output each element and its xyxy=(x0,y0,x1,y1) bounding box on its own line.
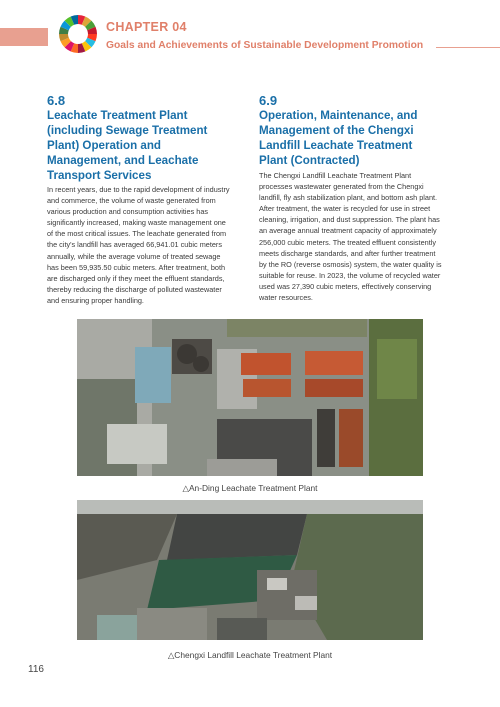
chengxi-landfill-photo xyxy=(77,500,423,640)
section-title-6-9 xyxy=(259,108,459,168)
body-line: processes wastewater generated from the Chengxi xyxy=(259,182,424,192)
section-number-6-9: 6.9 xyxy=(259,93,278,108)
photo-caption-an-ding: △An-Ding Leachate Treatment Plant xyxy=(182,483,318,493)
title-line: Leachate Treatment Plant xyxy=(47,109,188,122)
header-divider xyxy=(436,47,500,48)
body-line: significantly increased, making waste management one xyxy=(47,218,226,228)
section-body-6-8 xyxy=(47,184,243,306)
chapter-subtitle: Goals and Achievements of Sustainable Development Promotion xyxy=(106,40,424,51)
title-line: Plant (Contracted) xyxy=(259,154,360,167)
title-line: Management of the Chengxi xyxy=(259,124,414,137)
title-line: (including Sewage Treatment xyxy=(47,124,208,137)
body-line: has been 59,935.50 cubic meters. After treatment, both xyxy=(47,262,226,272)
body-line: by the RO (reverse osmosis) system, the water quality is xyxy=(259,259,442,269)
body-line: The Chengxi Landfill Leachate Treatment Plant xyxy=(259,171,412,180)
title-line: Operation, Maintenance, and xyxy=(259,109,418,122)
body-line: used was 27,390 cubic meters, effectively conserving xyxy=(259,281,432,291)
body-line: After treatment, the water is recycled for use in street xyxy=(259,204,431,214)
body-line: and ensuring proper handling. xyxy=(47,295,144,305)
chapter-label: CHAPTER 04 xyxy=(106,20,187,34)
body-line: In recent years, due to the rapid development of industry xyxy=(47,185,230,194)
body-line: and commerce, the volume of waste generated from xyxy=(47,196,216,206)
section-title-6-8 xyxy=(47,108,237,183)
body-line: meets discharge standards, and after further treatment xyxy=(259,248,436,258)
sdg-wheel-icon xyxy=(58,14,98,54)
body-line: of the most critical issues. The leachate generated from xyxy=(47,229,227,239)
body-line: annually, while the average volume of treated sewage xyxy=(47,251,221,261)
body-line: the city's landfill has averaged 66,941.01 cubic meters xyxy=(47,240,222,250)
body-line: are discharged only if they meet the effluent standards, xyxy=(47,273,225,283)
body-line: thereby reducing the discharge of polluted wastewater xyxy=(47,284,222,294)
body-line: 256,000 cubic meters. The treated effluent consistently xyxy=(259,237,436,247)
title-line: Management, and Leachate xyxy=(47,154,199,167)
title-line: Landfill Leachate Treatment xyxy=(259,139,413,152)
header-accent-bar xyxy=(0,28,48,46)
body-line: suitable for reuse. In 2023, the volume of recycled water xyxy=(259,270,441,280)
section-number-6-8: 6.8 xyxy=(47,93,66,108)
body-line: landfill, fly ash stabilization plant, and bottom ash plant. xyxy=(259,193,438,203)
body-line: various production and consumption activities has xyxy=(47,207,209,217)
page-number: 116 xyxy=(28,664,44,675)
an-ding-plant-photo xyxy=(77,319,423,476)
section-body-6-9 xyxy=(259,170,455,303)
body-line: water resources. xyxy=(259,293,313,303)
photo-caption-chengxi: △Chengxi Landfill Leachate Treatment Plant xyxy=(167,650,333,660)
body-line: cleaning, irrigation, and dust suppression. The plant has xyxy=(259,215,440,225)
title-line: Plant) Operation and xyxy=(47,139,162,152)
body-line: an average annual treatment capacity of approximately xyxy=(259,226,437,236)
title-line: Transport Services xyxy=(47,169,152,182)
